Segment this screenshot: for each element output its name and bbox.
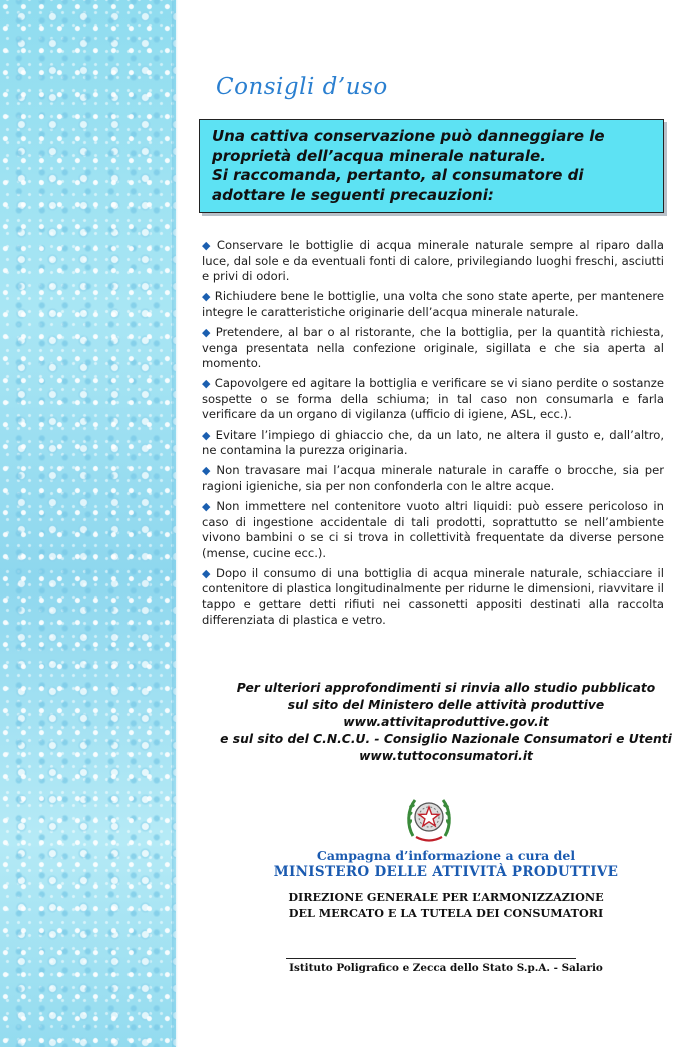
water-droplets-background <box>0 0 176 1047</box>
campaign-line: Campagna d’informazione a cura del <box>316 848 576 863</box>
advice-item <box>202 238 664 285</box>
advice-text: Richiudere bene le bottiglie, una volta che sono state aperte, per mantenere integre le caratteristiche originarie dell’acqua minerale naturale. <box>202 289 664 319</box>
campaign-credits <box>176 848 678 881</box>
cncu-website-link[interactable]: www.tuttoconsumatori.it <box>359 749 533 763</box>
advice-text: Non immettere nel contenitore vuoto altri liquidi: può essere pericoloso in caso di ingestione accidentale di tali prodotti, soprattutto se nell’ambiente vivono bambini o se ci si trova in collettività frequentate da diverse persone (mense, cucine ecc.). <box>202 498 664 560</box>
info-line: Per ulteriori approfondimenti si rinvia allo studio pubblicato <box>236 681 656 695</box>
directorate-line: DIREZIONE GENERALE PER L’ARMONIZZAZIONE <box>288 890 604 904</box>
directorate <box>176 890 678 921</box>
intro-line: adottare le seguenti precauzioni: <box>212 185 494 204</box>
diamond-icon: ◆ <box>202 499 213 513</box>
info-line: sul sito del Ministero delle attività produttive <box>287 698 605 712</box>
page-title: Consigli d’uso <box>216 74 388 100</box>
diamond-icon: ◆ <box>202 377 211 391</box>
intro-box <box>199 119 664 213</box>
diamond-icon: ◆ <box>202 239 213 252</box>
directorate-line: DEL MERCATO E LA TUTELA DEI CONSUMATORI <box>288 905 604 920</box>
advice-text: Pretendere, al bar o al ristorante, che la bottiglia, per la quantità richiesta, venga presentata nella confezione originale, sigillata e che sia aperta al momento. <box>202 324 664 371</box>
ministry-website-link[interactable]: www.attivitaproduttive.gov.it <box>343 715 549 729</box>
advice-text: Non travasare mai l’acqua minerale naturale in caraffe o brocche, sia per ragioni igieniche, sia per non confonderla con le altre acque. <box>202 463 664 493</box>
advice-list <box>202 238 664 633</box>
advice-text: Capovolgere ed agitare la bottiglia e verificare se vi siano perdite o sostanze sospette o se forma della schiuma; in tal caso non consumarla e farla verificare da un organo di vigilanza (ufficio di igiene, ASL, ecc.). <box>202 376 664 422</box>
intro-line: Si raccomanda, pertanto, al consumatore di <box>212 166 584 184</box>
advice-text: Dopo il consumo di una bottiglia di acqua minerale naturale, schiacciare il contenitore di plastica longitudinalmente per ridurne le dimensioni, riavvitare il tappo e gettare detti rifiuti nei cassonetti appositi destinati alla raccolta differenziata di plastica e vetro. <box>202 565 664 627</box>
diamond-icon: ◆ <box>202 325 212 339</box>
ministry-name: MINISTERO DELLE ATTIVITÀ PRODUTTIVE <box>273 864 619 880</box>
advice-item <box>202 376 664 423</box>
advice-item <box>202 499 664 561</box>
advice-text: Evitare l’impiego di ghiaccio che, da un lato, ne altera il gusto e, dall’altro, ne contamina la purezza originaria. <box>202 427 665 458</box>
page-content <box>176 0 678 1047</box>
advice-item <box>202 325 664 372</box>
diamond-icon: ◆ <box>202 290 211 304</box>
intro-line: proprietà dell’acqua minerale naturale. <box>212 146 546 165</box>
advice-text: Conservare le bottiglie di acqua minerale naturale sempre al riparo dalla luce, dal sole e da eventuali fonti di calore, privilegiando luoghi freschi, asciutti e privi di odori. <box>202 238 664 284</box>
footer-divider <box>286 958 576 959</box>
further-info <box>176 680 678 765</box>
intro-line: Una cattiva conservazione può danneggiare le <box>212 127 605 145</box>
diamond-icon: ◆ <box>202 566 213 580</box>
advice-item <box>202 428 664 459</box>
info-line: e sul sito del C.N.C.U. - Consiglio Nazionale Consumatori e Utenti <box>220 732 672 746</box>
advice-item <box>202 566 664 628</box>
advice-item <box>202 289 664 320</box>
diamond-icon: ◆ <box>202 464 213 478</box>
printer-credit: Istituto Poligrafico e Zecca dello Stato S.p.A. - Salario <box>289 962 603 974</box>
diamond-icon: ◆ <box>202 428 212 442</box>
advice-item <box>202 463 664 494</box>
italian-republic-emblem-icon <box>404 792 454 846</box>
